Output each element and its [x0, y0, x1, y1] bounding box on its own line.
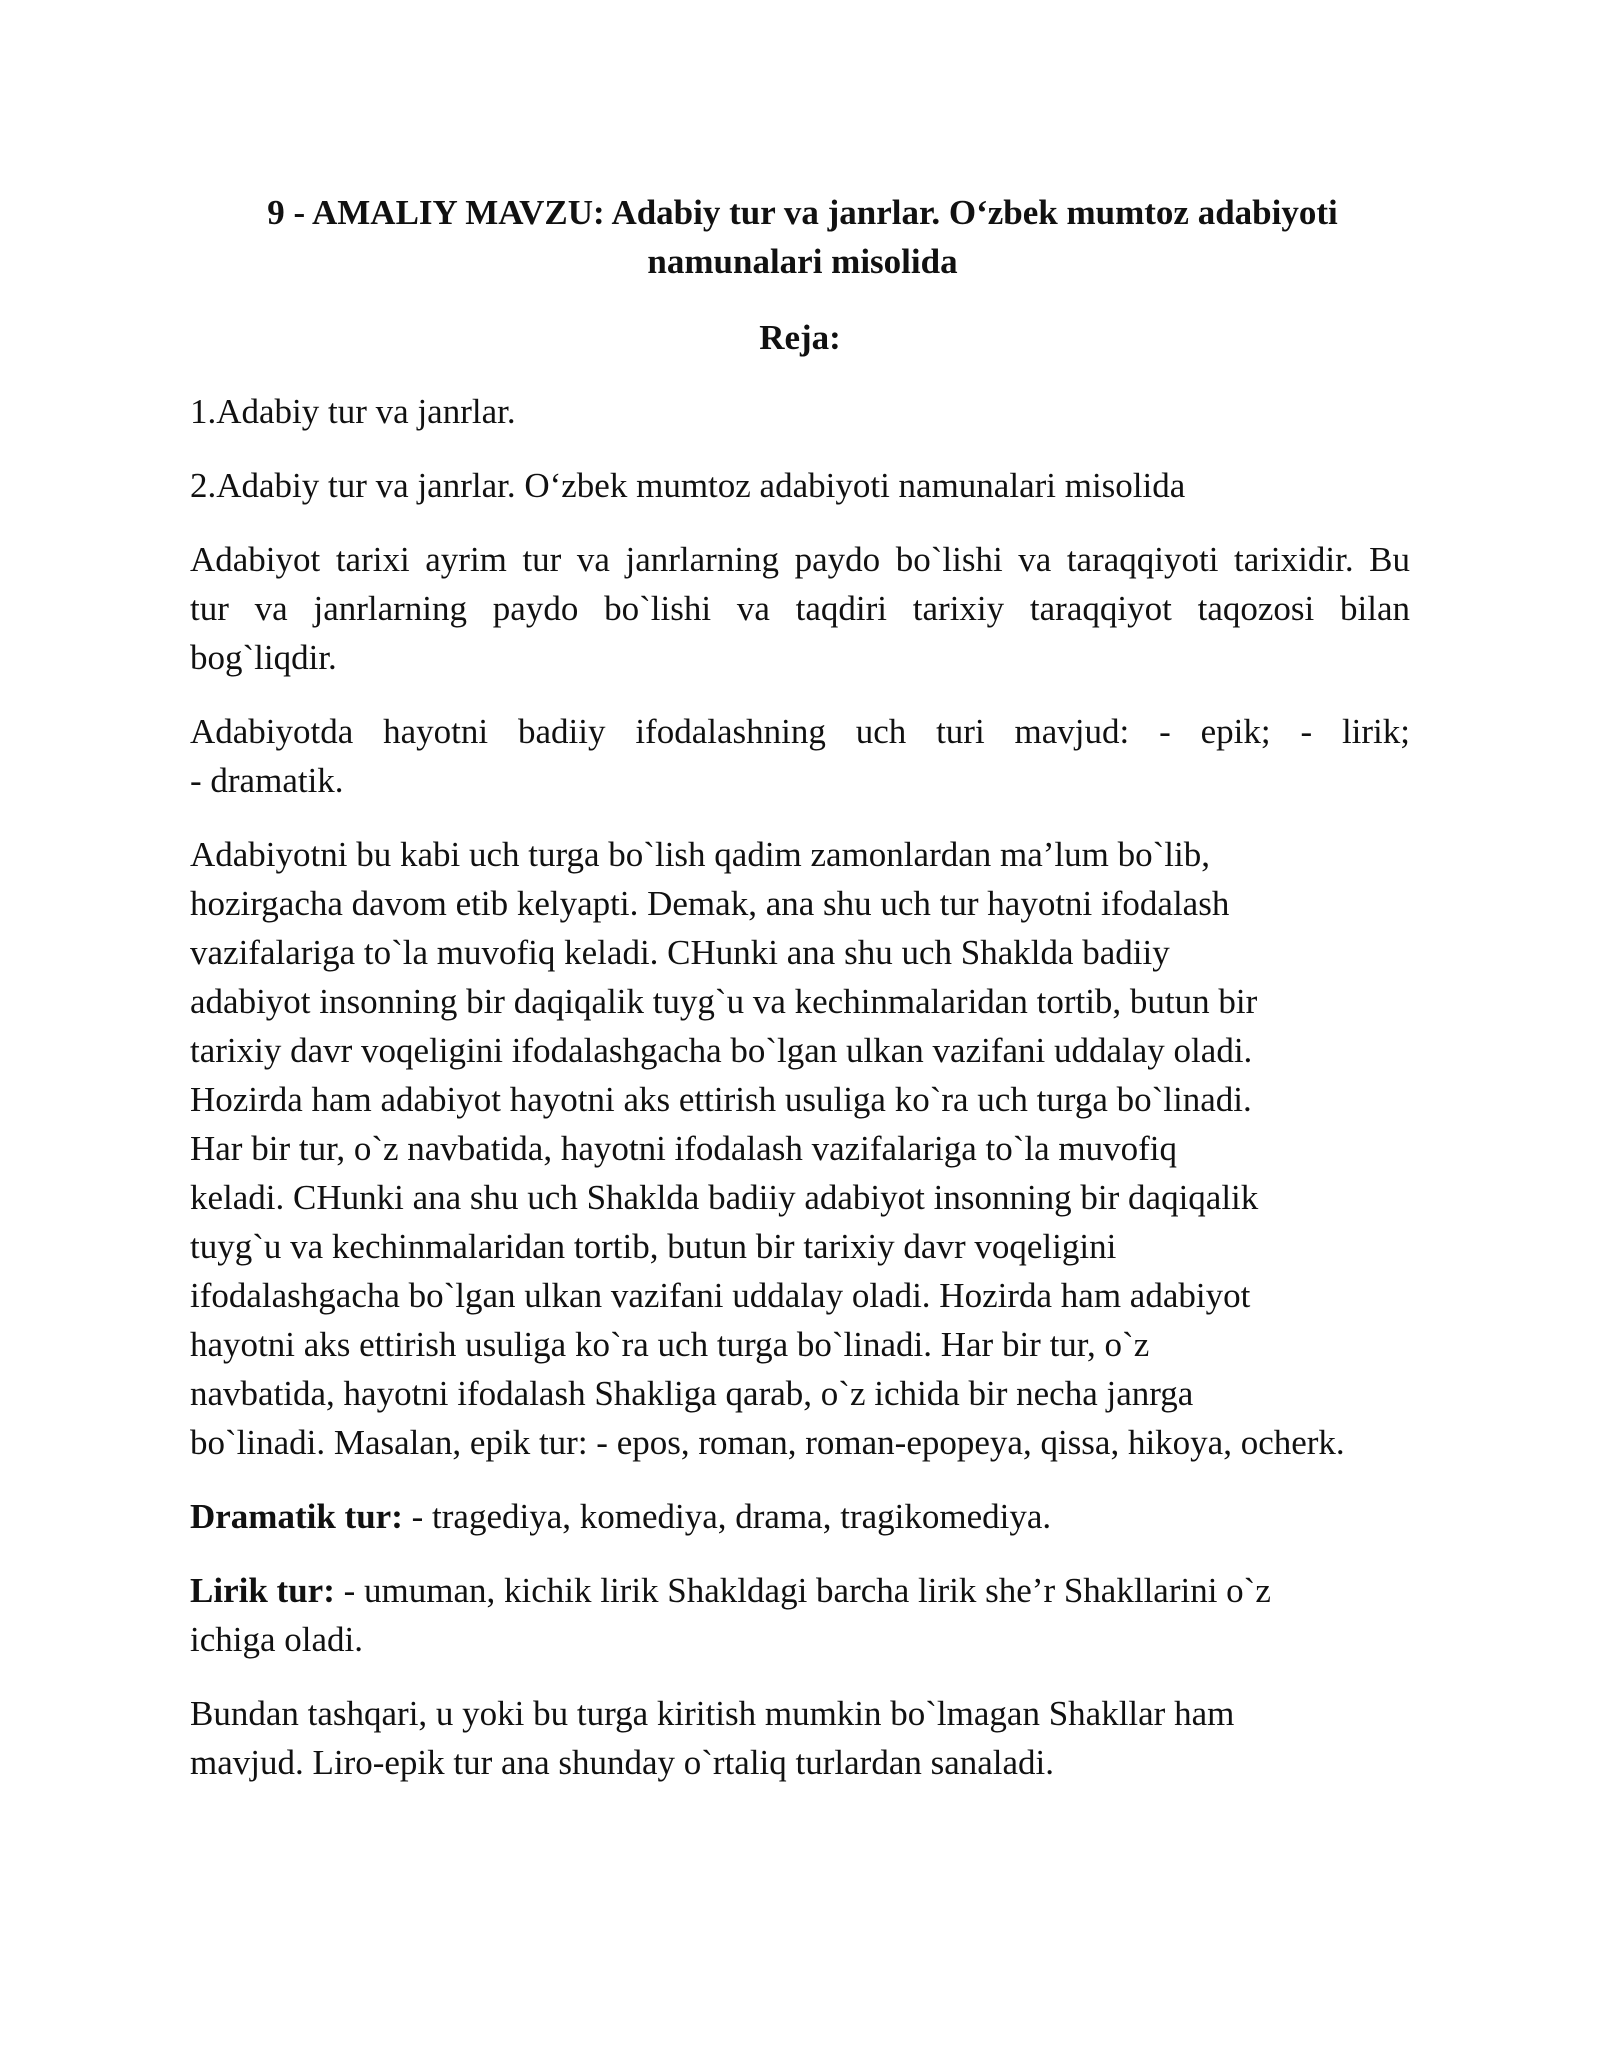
paragraph-line: tur va janrlarning paydo bo`lishi va taqdiri tarixiy taraqqiyot taqozosi bilan	[190, 589, 1410, 628]
paragraph-line: Adabiyotni bu kabi uch turga bo`lish qadim zamonlardan ma’lum bo`lib,	[190, 835, 1210, 874]
paragraph-line: adabiyot insonning bir daqiqalik tuyg`u va kechinmalaridan tortib, butun bir	[190, 982, 1258, 1021]
paragraph-dramatic-type	[190, 1492, 1410, 1541]
paragraph-line: ichiga oladi.	[190, 1620, 364, 1659]
paragraph-line: bog`liqdir.	[190, 638, 337, 677]
paragraph-line: Har bir tur, o`z navbatida, hayotni ifodalash vazifalariga to`la muvofiq	[190, 1129, 1177, 1168]
paragraph-lyro-epic	[190, 1689, 1410, 1787]
paragraph-line: hozirgacha davom etib kelyapti. Demak, ana shu uch tur hayotni ifodalash	[190, 884, 1230, 923]
paragraph-line: - dramatik.	[190, 761, 344, 800]
paragraph-three-types	[190, 707, 1410, 805]
paragraph-line: Bundan tashqari, u yoki bu turga kiritish mumkin bo`lmagan Shakllar ham	[190, 1694, 1235, 1733]
lyric-type-text: - umuman, kichik lirik Shakldagi barcha lirik she’r Shakllarini o`z	[334, 1571, 1271, 1610]
plan-heading: Reja:	[759, 318, 841, 357]
plan-item-1: 1.Adabiy tur va janrlar.	[190, 392, 516, 431]
paragraph-line: Adabiyot tarixi ayrim tur va janrlarning paydo bo`lishi va taraqqiyoti tarixidir. Bu	[190, 540, 1410, 579]
paragraph-line: Adabiyotda hayotni badiiy ifodalashning uch turi mavjud: - epik; - lirik;	[190, 712, 1410, 751]
document-page	[190, 188, 1410, 1812]
paragraph-line: bo`linadi. Masalan, epik tur: - epos, roman, roman-epopeya, qissa, hikoya, ocherk.	[190, 1423, 1345, 1462]
paragraph-line: tuyg`u va kechinmalaridan tortib, butun bir tarixiy davr voqeligini	[190, 1227, 1117, 1266]
paragraph-line: ifodalashgacha bo`lgan ulkan vazifani uddalay oladi. Hozirda ham adabiyot	[190, 1276, 1251, 1315]
dramatic-type-label: Dramatik tur:	[190, 1497, 403, 1536]
paragraph-division	[190, 830, 1410, 1467]
paragraph-line: tarixiy davr voqeligini ifodalashgacha bo`lgan ulkan vazifani uddalay oladi.	[190, 1031, 1253, 1070]
paragraph-line: vazifalariga to`la muvofiq keladi. CHunki ana shu uch Shaklda badiiy	[190, 933, 1170, 972]
paragraph-line: navbatida, hayotni ifodalash Shakliga qarab, o`z ichida bir necha janrga	[190, 1374, 1194, 1413]
dramatic-type-text: - tragediya, komediya, drama, tragikomediya.	[402, 1497, 1052, 1536]
paragraph-line: keladi. CHunki ana shu uch Shaklda badiiy adabiyot insonning bir daqiqalik	[190, 1178, 1259, 1217]
document-title: 9 - AMALIY MAVZU: Adabiy tur va janrlar. O‘zbek mumtoz adabiyoti namunalari misolida	[267, 193, 1338, 281]
plan-item-2: 2.Adabiy tur va janrlar. O‘zbek mumtoz adabiyoti namunalari misolida	[190, 466, 1186, 505]
paragraph-literary-history	[190, 535, 1410, 682]
paragraph-line: Hozirda ham adabiyot hayotni aks ettirish usuliga ko`ra uch turga bo`linadi.	[190, 1080, 1252, 1119]
paragraph-lyric-type	[190, 1566, 1410, 1664]
paragraph-line	[190, 1566, 1410, 1615]
lyric-type-label: Lirik tur:	[190, 1571, 335, 1610]
paragraph-line: hayotni aks ettirish usuliga ko`ra uch turga bo`linadi. Har bir tur, o`z	[190, 1325, 1150, 1364]
paragraph-line: mavjud. Liro-epik tur ana shunday o`rtaliq turlardan sanaladi.	[190, 1743, 1055, 1782]
